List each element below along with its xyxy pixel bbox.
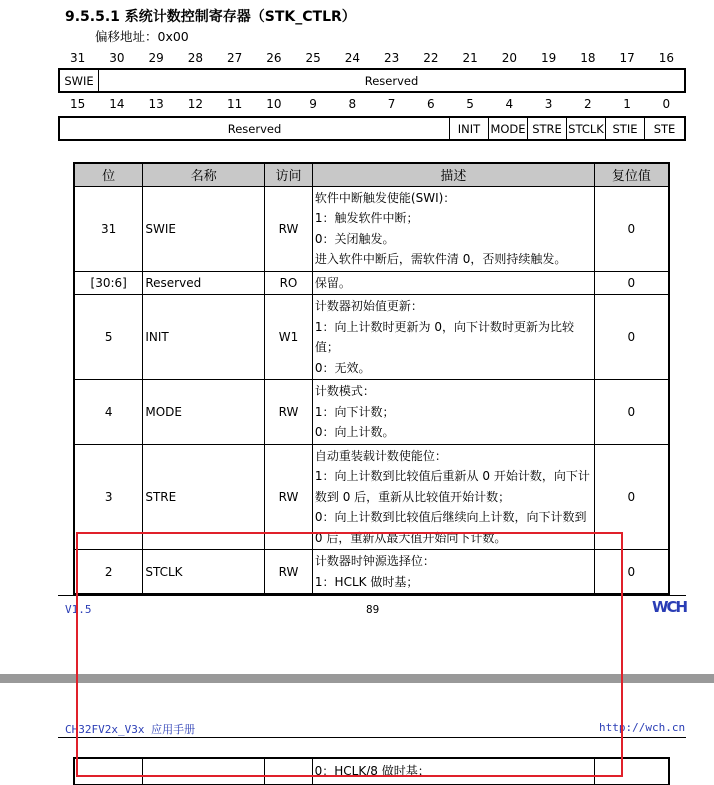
- access-cell: RW: [265, 380, 313, 445]
- table-row: [74, 295, 669, 380]
- bit-cell: 5: [74, 295, 143, 380]
- reset-cell: 0: [594, 444, 669, 550]
- name-cell: SWIE: [143, 186, 265, 271]
- table-row: [74, 186, 669, 271]
- name-cell: STCLK: [143, 550, 265, 595]
- bit-number: 18: [580, 51, 596, 65]
- access-cell: W1: [265, 295, 313, 380]
- section-title: 9.5.5.1 系统计数控制寄存器（STK_CTLR）: [65, 9, 356, 25]
- column-header: 位: [74, 163, 143, 186]
- register-table: [73, 162, 670, 595]
- desc-cell: [312, 295, 594, 380]
- bit-number: 22: [423, 51, 439, 65]
- desc-line: 1：向上计数时更新为 0，向下计数时更新为比较值；: [314, 319, 575, 354]
- bit-number: 28: [187, 51, 204, 65]
- bit-field: STE: [653, 121, 676, 136]
- reset-cell: 0: [594, 380, 669, 445]
- bit-number: 17: [619, 51, 635, 65]
- name-cell: INIT: [143, 295, 265, 380]
- bit-number: 12: [187, 97, 204, 111]
- bit-number: 26: [266, 51, 282, 65]
- bit-number: 31: [69, 51, 86, 65]
- bit-number: 5: [466, 97, 474, 111]
- bit-number: 0: [662, 97, 671, 111]
- bit-field: MODE: [489, 118, 528, 139]
- desc-line: 0：关闭触发。: [314, 231, 395, 246]
- desc-cell: [312, 271, 594, 295]
- bit-field: STRE: [528, 118, 567, 139]
- desc-line: 1：向上计数到比较值后重新从 0 开始计数，向下计数到 0 后，重新从比较值开始计数；: [314, 469, 590, 504]
- bit-number: 2: [584, 97, 592, 111]
- reset-cell: 0: [594, 295, 669, 380]
- bit-number: 23: [383, 51, 400, 65]
- bit-number: 10: [266, 97, 282, 111]
- bit-number: 15: [69, 97, 86, 111]
- access-cell: RW: [265, 186, 313, 271]
- bit-number: 11: [226, 97, 243, 111]
- bit-number: 14: [109, 97, 125, 111]
- desc-line: 1：HCLK 做时基；: [314, 574, 419, 589]
- desc-line: 进入软件中断后，需软件清 0，否则持续触发。: [314, 252, 567, 266]
- bit-number: 9: [309, 97, 317, 111]
- bit-field: STCLK: [567, 118, 606, 139]
- bit-field: STIE: [606, 118, 645, 139]
- highlight-box: [76, 532, 623, 777]
- bit-number: 24: [344, 51, 361, 65]
- bit-number: 7: [387, 97, 396, 111]
- desc-line: 计数模式：: [314, 384, 375, 398]
- bit-number: 3: [544, 97, 553, 111]
- bit-number: 25: [305, 51, 321, 65]
- register-low: [58, 116, 686, 141]
- desc-line: 1：触发软件中断；: [314, 211, 419, 225]
- register-high: [58, 68, 686, 93]
- bit-number: 19: [540, 51, 557, 65]
- name-cell: STRE: [143, 444, 265, 550]
- desc-cell: [312, 380, 594, 445]
- table-row: [74, 271, 669, 295]
- bit-number: 21: [462, 51, 478, 65]
- bit-cell: 3: [74, 444, 143, 550]
- desc-line: 0：无效。: [314, 360, 371, 375]
- desc-line: 软件中断触发使能(SWI)：: [314, 190, 456, 205]
- offset-address: 偏移地址：0x00: [95, 29, 189, 44]
- bit-number: 29: [148, 51, 164, 65]
- next-page-url[interactable]: http://wch.cn: [599, 721, 686, 734]
- bit-number: 30: [109, 51, 125, 65]
- bit-number: 6: [427, 97, 435, 111]
- reset-cell: 0: [594, 550, 669, 595]
- desc-line: 自动重装载计数使能位：: [314, 448, 447, 463]
- reset-cell: 0: [594, 186, 669, 271]
- column-header: 访问: [265, 163, 313, 186]
- desc-line: 0：向上计数到比较值后继续向上计数，向下计数到 0 后，重新从最大值开始向下计数。: [314, 510, 587, 545]
- name-cell: MODE: [143, 380, 265, 445]
- bit-number: 4: [505, 97, 514, 111]
- bit-cell: 2: [74, 550, 143, 595]
- wch-logo: WCH: [652, 598, 687, 616]
- column-header: 描述: [312, 163, 594, 186]
- bit-number: 8: [348, 97, 357, 111]
- desc-line: 计数器时钟源选择位：: [314, 554, 435, 568]
- bit-cell: 31: [74, 186, 143, 271]
- desc-cell: [312, 186, 594, 271]
- next-page-doc-title: CH32FV2x_V3x 应用手册: [65, 723, 196, 736]
- footer-page: 89: [366, 603, 380, 616]
- name-cell: Reserved: [143, 271, 265, 295]
- bit-field: Reserved: [60, 118, 450, 139]
- bit-field: SWIE: [60, 70, 99, 91]
- bit-cell: [30:6]: [74, 271, 143, 295]
- desc-line: 计数器初始值更新：: [314, 299, 423, 313]
- bit-number: 1: [623, 97, 631, 111]
- column-header: 复位值: [594, 163, 669, 186]
- access-cell: RW: [265, 444, 313, 550]
- bit-number: 27: [226, 51, 243, 65]
- access-cell: RO: [265, 271, 313, 295]
- access-cell: RW: [265, 550, 313, 595]
- desc-line: 保留。: [314, 275, 351, 290]
- bit-number: 16: [658, 51, 675, 65]
- bit-numbers-low: [58, 97, 686, 111]
- column-header: 名称: [143, 163, 265, 186]
- footer-version: V1.5: [65, 603, 92, 616]
- bit-number: 20: [501, 51, 518, 65]
- bit-field: Reserved: [364, 73, 419, 88]
- bit-number: 13: [148, 97, 164, 111]
- desc-line: 1：向下计数；: [314, 404, 395, 419]
- table-row: [74, 380, 669, 445]
- bit-cell: 4: [74, 380, 143, 445]
- bit-field: INIT: [450, 118, 489, 139]
- reset-cell: 0: [594, 271, 669, 295]
- desc-continued: 0：HCLK/8 做时基；: [312, 758, 594, 784]
- desc-line: 0：向上计数。: [314, 425, 395, 439]
- bit-numbers-high: [58, 51, 686, 65]
